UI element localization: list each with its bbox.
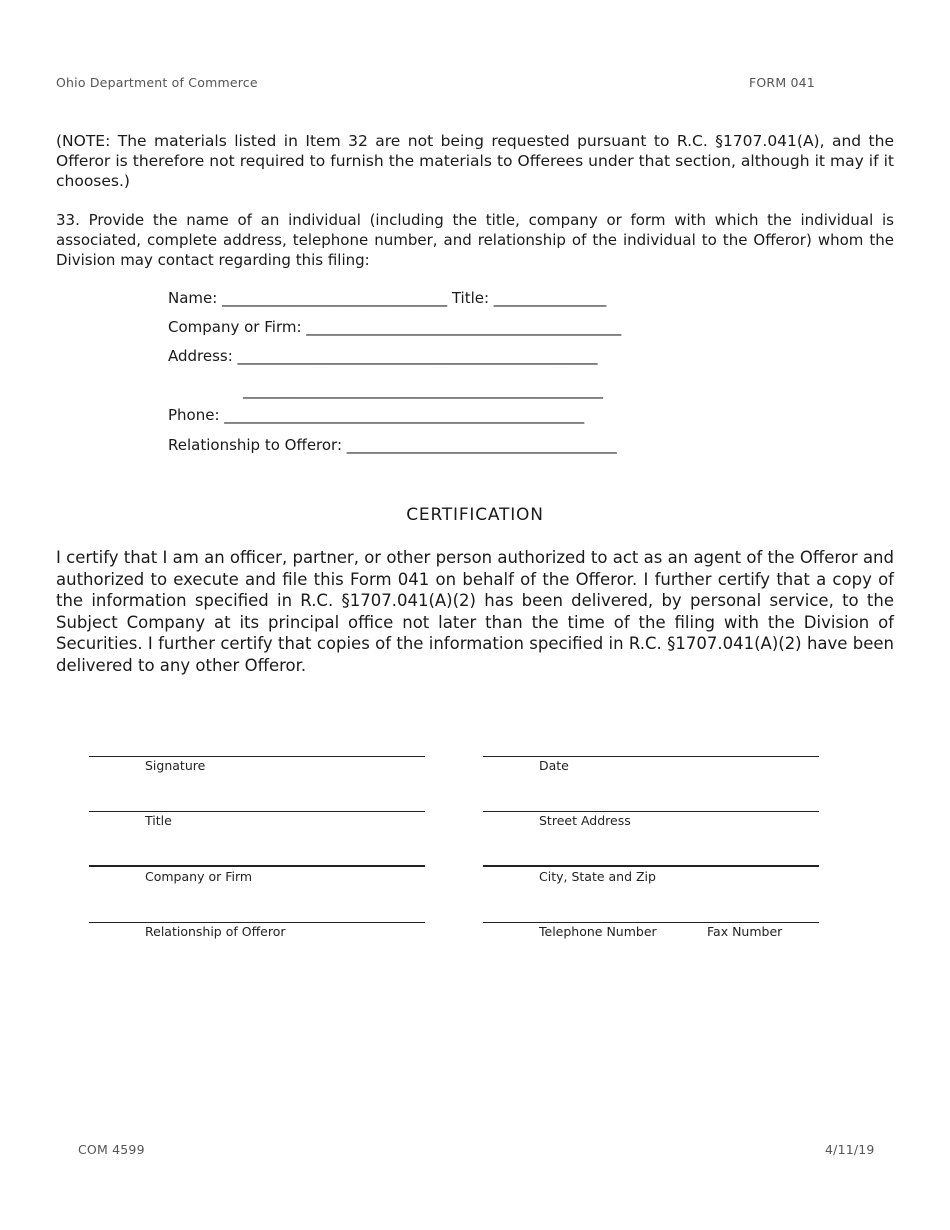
contact-name-title-field[interactable]: Name: ______________________________ Title: _______________ bbox=[168, 289, 607, 307]
street-address-label: Street Address bbox=[539, 813, 631, 828]
agency-name: Ohio Department of Commerce bbox=[56, 75, 258, 90]
contact-company-field[interactable]: Company or Firm: __________________________________________ bbox=[168, 318, 622, 336]
relationship-line[interactable] bbox=[89, 922, 425, 923]
form-number: FORM 041 bbox=[749, 75, 815, 90]
fax-label: Fax Number bbox=[707, 924, 783, 939]
contact-address-field[interactable]: Address: ________________________________________________ bbox=[168, 347, 598, 365]
street-address-line[interactable] bbox=[483, 811, 819, 812]
footer-form-code: COM 4599 bbox=[78, 1142, 145, 1157]
certification-paragraph: I certify that I am an officer, partner, or other person authorized to act as an agent of the Offeror and authorized to execute and file this Form 041 on behalf of the Offeror. I further certify that a copy of the information specified in R.C. §1707.041(A)(2) has been delivered, by personal service, to the Subject Company at its principal office not later than the time of the filing with the Division of Securities. I further certify that copies of the information specified in R.C. §1707.041(A)(2) have been delivered to any other Offeror. bbox=[56, 548, 894, 675]
item-33-paragraph: 33. Provide the name of an individual (including the title, company or form with which the individual is associated, complete address, telephone number, and relationship of the individual to the Offeror) whom the Division may contact regarding this filing: bbox=[56, 211, 894, 269]
relationship-label: Relationship of Offeror bbox=[145, 924, 286, 939]
company-line[interactable] bbox=[89, 865, 425, 867]
city-state-zip-label: City, State and Zip bbox=[539, 869, 656, 884]
signature-label: Signature bbox=[145, 758, 206, 773]
contact-relationship-field[interactable]: Relationship to Offeror: ____________________________________ bbox=[168, 436, 617, 454]
telephone-fax-line[interactable] bbox=[483, 922, 819, 923]
footer-date: 4/11/19 bbox=[825, 1142, 875, 1157]
date-label: Date bbox=[539, 758, 569, 773]
signature-line[interactable] bbox=[89, 756, 425, 757]
company-label: Company or Firm bbox=[145, 869, 253, 884]
date-line[interactable] bbox=[483, 756, 819, 757]
title-label: Title bbox=[145, 813, 172, 828]
certification-heading: CERTIFICATION bbox=[406, 505, 544, 525]
telephone-label: Telephone Number bbox=[539, 924, 657, 939]
contact-address-field-2[interactable]: ________________________________________________ bbox=[243, 381, 603, 399]
contact-phone-field[interactable]: Phone: ________________________________________________ bbox=[168, 406, 585, 424]
note-paragraph: (NOTE: The materials listed in Item 32 are not being requested pursuant to R.C. §1707.041(A), and the Offeror is therefore not required to furnish the materials to Offerees under that section, although it may if it chooses.) bbox=[56, 132, 894, 190]
city-state-zip-line[interactable] bbox=[483, 865, 819, 867]
title-line[interactable] bbox=[89, 811, 425, 812]
